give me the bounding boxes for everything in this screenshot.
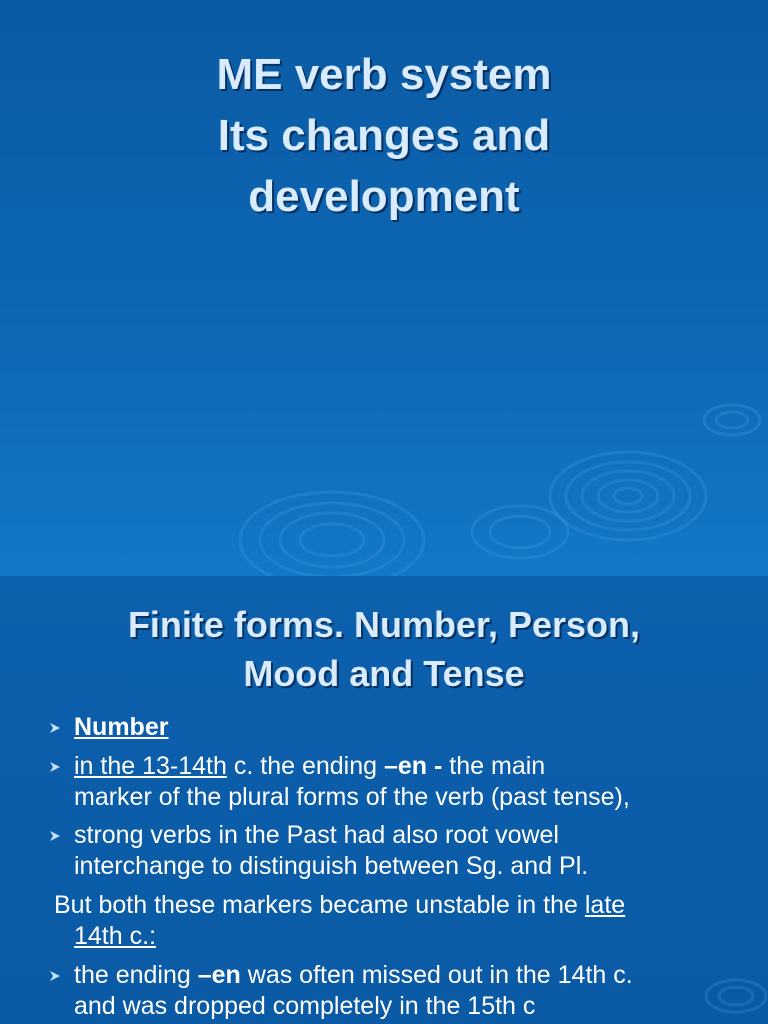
arrow-bullet-icon [47,720,63,736]
paragraph-continuation [74,921,156,952]
title-line: Its changes and [217,111,551,160]
title-line: ME verb system [216,50,552,99]
paragraph-text [54,890,625,921]
ending-en: –en [383,752,428,780]
title-line: Mood and Tense [243,653,525,694]
dash: - [427,752,443,780]
underlined-text: 14th c.: [74,922,156,950]
slide-title [0,600,768,698]
underlined-text: in the 13-14th [74,752,227,780]
bullet-continuation: and was dropped completely in the 15th c [74,992,536,1020]
text-run: the main [442,752,546,780]
bullet-item-ending-en [74,751,545,782]
content-slide [0,576,768,1024]
bullet-continuation: interchange to distinguish between Sg. and Pl. [74,852,589,880]
arrow-bullet-icon [47,759,63,775]
ending-en: –en [197,961,241,989]
text-run: was often missed out in the 14th c. [240,961,633,989]
bullet-item-strong-verbs: strong verbs in the Past had also root vowel [74,821,559,849]
title-line: Finite forms. Number, Person, [127,604,641,645]
slide-title [0,44,768,227]
bullet-continuation: marker of the plural forms of the verb (past tense), [74,783,630,811]
text-run: the ending [74,961,198,989]
text-run: c. the ending [226,752,384,780]
arrow-bullet-icon [47,828,63,844]
bullet-text: Number [74,713,169,741]
title-line: development [248,172,520,221]
text-run: But both these markers became unstable in the [54,891,585,919]
arrow-bullet-icon [47,968,63,984]
bullet-item-number [74,712,168,743]
underlined-text: late [584,891,626,919]
bullet-item-en-dropped [74,960,633,991]
